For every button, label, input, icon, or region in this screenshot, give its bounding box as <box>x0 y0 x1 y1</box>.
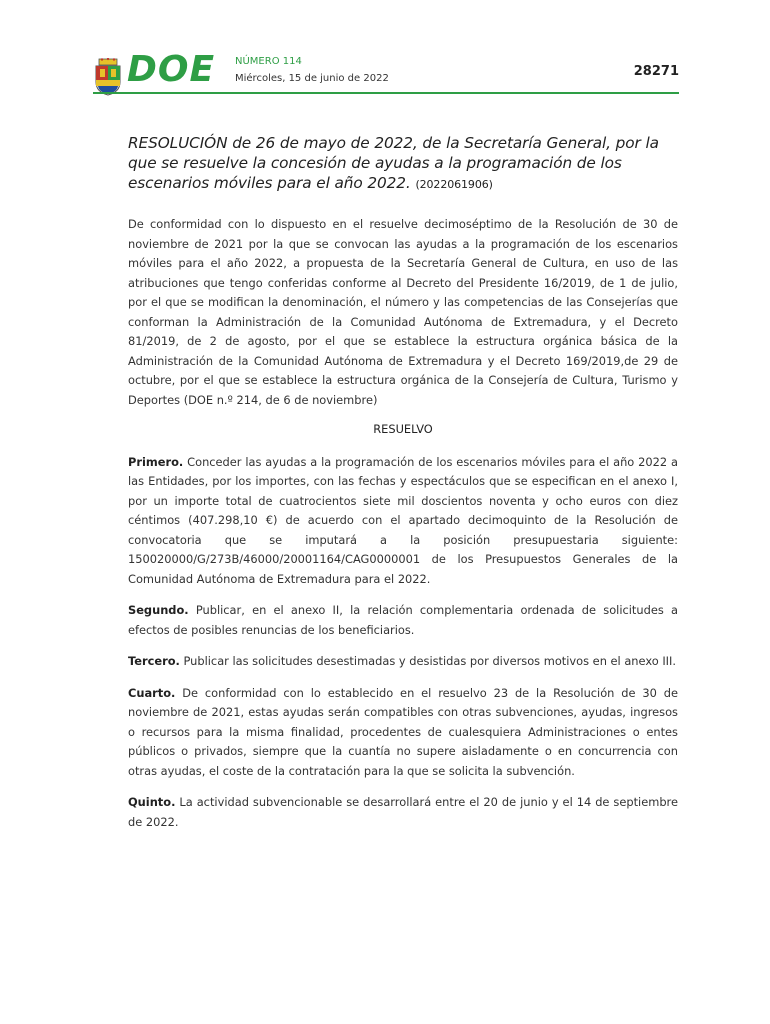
issue-number: NÚMERO 114 <box>235 56 302 67</box>
resolution-item-primero <box>128 453 678 590</box>
header-divider <box>93 92 679 94</box>
item-label: Segundo. <box>128 603 189 617</box>
doe-logo: DOE <box>127 49 216 90</box>
item-text: Publicar las solicitudes desestimadas y desistidas por diversos motivos en el anexo III. <box>183 654 677 668</box>
page-number: 28271 <box>633 64 679 79</box>
reference-code: (2022061906) <box>415 178 493 191</box>
item-label: Primero. <box>128 454 184 469</box>
item-text: De conformidad con lo establecido en el resuelvo 23 de la Resolución de 30 de noviembre de 2021, estas ayudas serán compatibles con otras subvenciones, ayudas, ingresos o recursos para la misma finalidad, procedentes de cualesquiera Administraciones o entes públicos o privados, siempre que la cuantía no supere aisladamente o en concurrencia con otras ayudas, el coste de la contratación para la que se solicita la subvención. <box>128 685 679 778</box>
extremadura-crest-icon <box>93 58 123 96</box>
item-text: Conceder las ayudas a la programación de los escenarios móviles para el año 2022 a las Entidades, por los importes, con las fechas y espectáculos que se especifican en el anexo I, por un importe total de cuatrocientos siete mil doscientos noventa y ocho euros con diez céntimos (407.298,10 €) de acuerdo con el apartado decimoquinto de la Resolución de convocatoria que se imputará a la posición presupuestaria siguiente: 150020000/G/273B/46000/20001164/CAG0000001 de los Presupuestos Generales de la Comunidad Autónoma de Extremadura para el 2022. <box>128 454 679 586</box>
resolution-title <box>128 133 678 195</box>
resolution-item-quinto <box>128 793 678 832</box>
document-body <box>128 133 678 844</box>
resolution-item-cuarto <box>128 684 678 782</box>
item-text: La actividad subvencionable se desarrollará entre el 20 de junio y el 14 de septiembre de 2022. <box>128 795 678 829</box>
resuelvo-heading: RESUELVO <box>373 422 433 436</box>
item-label: Cuarto. <box>128 685 176 700</box>
item-label: Quinto. <box>128 795 176 809</box>
item-label: Tercero. <box>128 654 180 668</box>
intro-paragraph: De conformidad con lo dispuesto en el resuelve decimoséptimo de la Resolución de 30 de noviembre de 2021 por la que se convocan las ayudas a la programación de los escenarios móviles para el año 2022, a propuesta de la Secretaría General de Cultura, en uso de las atribuciones que tengo conferidas conforme al Decreto del Presidente 16/2019, de 1 de julio, por el que se modifican la denominación, el número y las competencias de las Consejerías que conforman la Administración de la Comunidad Autónoma de Extremadura, y el Decreto 81/2019, de 2 de agosto, por el que se establece la estructura orgánica básica de la Administración de la Comunidad Autónoma de Extremadura y el Decreto 169/2019,de 29 de octubre, por el que se establece la estructura orgánica de la Consejería de Cultura, Turismo y Deportes (DOE n.º 214, de 6 de noviembre) <box>128 217 678 407</box>
resolution-item-tercero <box>128 652 678 672</box>
issue-date: Miércoles, 15 de junio de 2022 <box>235 73 389 84</box>
resolution-item-segundo <box>128 601 678 640</box>
item-text: Publicar, en el anexo II, la relación complementaria ordenada de solicitudes a efectos de posibles renuncias de los beneficiarios. <box>128 603 678 637</box>
title-text: RESOLUCIÓN de 26 de mayo de 2022, de la Secretaría General, por la que se resuelve la concesión de ayudas a la programación de los escenarios móviles para el año 2022. <box>128 134 659 192</box>
page-header <box>93 50 679 94</box>
